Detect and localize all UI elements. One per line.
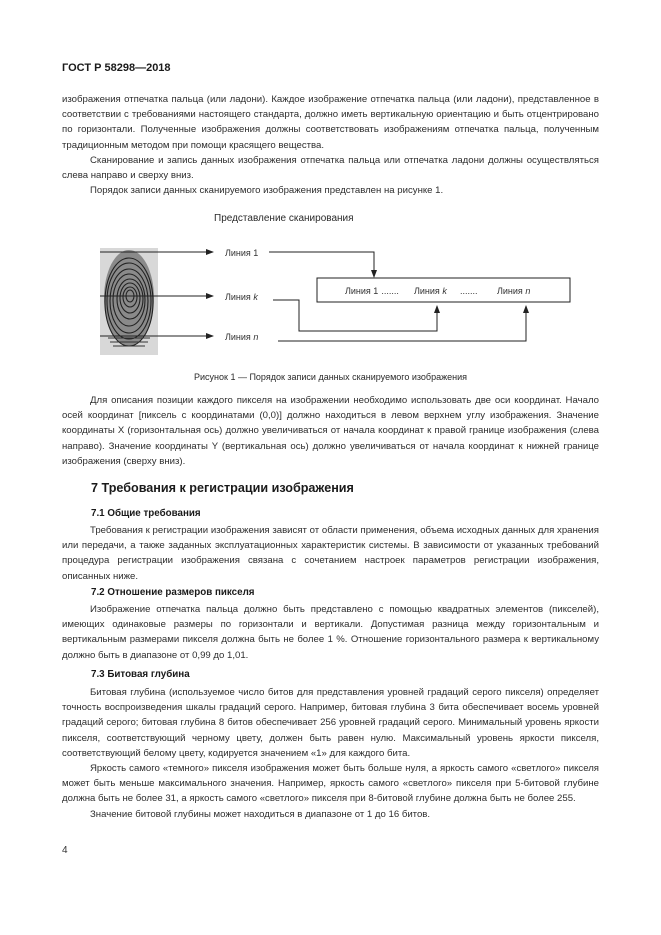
section-7-1-text [62,523,599,584]
record-dots: ....... [460,286,478,296]
document-header: ГОСТ Р 58298—2018 [62,62,171,74]
record-line-n: Линия n [497,286,531,296]
section-7-1-heading: 7.1 Общие требования [91,508,201,519]
coordinates-text [62,393,599,469]
page-number: 4 [62,845,68,856]
fingerprint-image [100,248,158,355]
figure-caption: Рисунок 1 — Порядок записи данных сканируемого изображения [194,372,467,382]
record-line-k: Линия k [414,286,447,296]
section-7-2-heading: 7.2 Отношение размеров пикселя [91,587,255,598]
section-7-3-paragraph-2: Яркость самого «темного» пикселя изображения может быть больше нуля, а яркость самого «светлого» пикселя может быть меньше максимального значения. Например, яркость самого «светлого» пикселя при 5-битовой глубине должна быть не более 31, а яркость самого «светлого» пикселя при 8-битовой глубине должна быть не более 255. [62,763,599,805]
section-7-3-paragraph-3: Значение битовой глубины может находиться в диапазоне от 1 до 16 битов. [90,808,431,820]
intro-paragraph-2: Сканирование и запись данных изображения отпечатка пальца или отпечатка ладони должны осуществляться слева направо и сверху вниз. [62,154,599,182]
section-7-heading: 7 Требования к регистрации изображения [91,481,354,495]
record-line-1: Линия 1 ....... [345,286,399,296]
scan-line-k-label: Линия k [225,292,258,302]
figure-title: Представление сканирования [214,213,354,224]
intro-paragraph-1: изображения отпечатка пальца (или ладони). Каждое изображение отпечатка пальца (или ладони), представленное в соответствии с требованиями настоящего стандарта, должно иметь вертикальную ориентацию и быть отцентрировано по горизонтали. Полученные изображения должны соответствовать изображениям отпечатка пальца, полученным традиционным методом при помощи красящего вещества. [62,94,599,151]
section-7-1-paragraph: Требования к регистрации изображения зависят от области применения, объема исходных данных для хранения или передачи, а также заданных эксплуатационных характеристик системы. В зависимости от указанных требований процедура регистрации изображения связана с сочетанием настроек параметров регистрации изображения, описанных ниже. [62,525,599,582]
section-7-3-text [62,685,599,822]
scan-line-n-label: Линия n [225,332,259,342]
section-7-2-text [62,602,599,663]
coordinates-paragraph: Для описания позиции каждого пикселя на изображении необходимо использовать две оси координат. Начало осей координат [пиксель с координатами (0,0)] должно находиться в левом верхнем углу изображения. Значение координаты X (горизонтальная ось) должно увеличиваться от начала координат к правой границе изображения (слева направо). Значение координаты Y (вертикальная ось) должно увеличиваться от начала координат к нижней границе изображения (сверху вниз). [62,395,599,467]
scan-order-diagram [0,0,661,400]
section-7-3-paragraph-1: Битовая глубина (используемое число битов для представления уровней градаций серого пикселя) определяет точность воспроизведения шкалы градаций серого. Например, битовая глубина 3 бита обеспечивает восемь уровней градаций серого; битовая глубина 8 битов обеспечивает 256 уровней градаций серого. Минимальный уровень яркости пикселя, соответствующий черному цвету, должен быть равен нулю. Максимальный уровень яркости пикселя, соответствующий белому цвету, кодируется значением «1» для каждого бита. [62,687,599,759]
scan-line-1-label: Линия 1 [225,248,259,258]
section-7-2-paragraph: Изображение отпечатка пальца должно быть представлено с помощью квадратных элементов (пикселей), имеющих одинаковые размеры по горизонтали и вертикали. Допустимая разница между горизонтальным и вертикальным размерами пикселя должна быть не более 1 %. Отношение горизонтального размера к вертикальному должно быть в диапазоне от 0,99 до 1,01. [62,604,599,661]
section-7-3-heading: 7.3 Битовая глубина [91,669,190,680]
intro-paragraph-3: Порядок записи данных сканируемого изображения представлен на рисунке 1. [90,185,444,197]
